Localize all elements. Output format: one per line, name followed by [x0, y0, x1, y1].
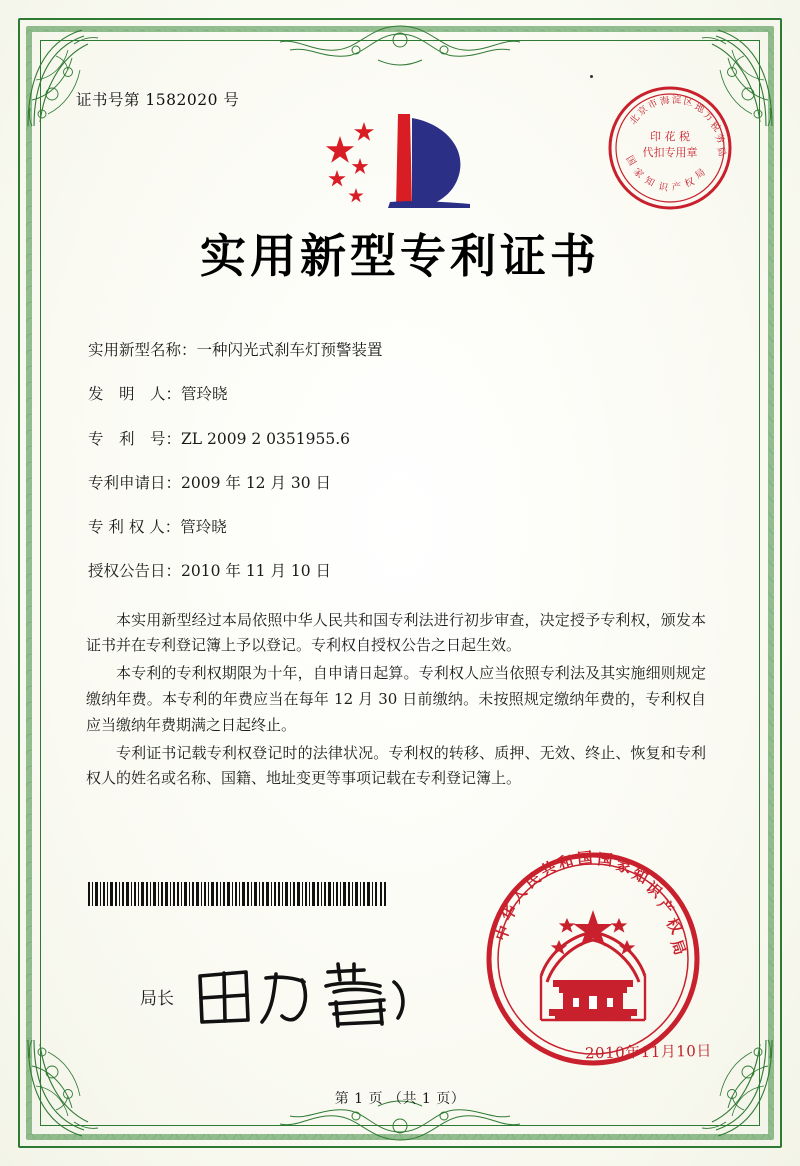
page-title: 实用新型专利证书: [200, 229, 600, 283]
body-paragraph: 本实用新型经过本局依照中华人民共和国专利法进行初步审查，决定授予专利权，颁发本证书并在专利登记簿上予以登记。专利权自授权公告之日起生效。: [86, 610, 706, 655]
field-value: 2010 年 11 月 10 日: [181, 562, 332, 581]
field-label: 专 利 号：: [88, 429, 182, 448]
svg-text:北: 北: [627, 112, 643, 127]
field-value: 一种闪光式刹车灯预警装置: [196, 341, 383, 359]
field-row: [88, 386, 730, 402]
sipo-logo-icon: [320, 108, 480, 218]
certificate-number: 证书号第 1582020 号: [76, 91, 240, 109]
svg-text:务: 务: [712, 132, 727, 146]
barcode: [88, 882, 388, 906]
svg-text:国: 国: [596, 850, 614, 870]
svg-text:家: 家: [630, 166, 646, 181]
svg-text:代扣专用章: 代扣专用章: [642, 146, 698, 159]
svg-text:地: 地: [692, 101, 706, 116]
field-label: 实用新型名称：: [88, 341, 197, 359]
field-row: [88, 475, 730, 491]
body-paragraph: 本专利的专利权期限为十年，自申请日起算。专利权人应当依照专利法及其实施细则规定缴纳年费。本专利的年费应当在每年 12 月 30 日前缴纳。未按照规定缴纳年费的，专利权自应当缴纳年费期满之日起终止。: [86, 664, 706, 734]
svg-text:海: 海: [658, 94, 671, 108]
svg-text:家: 家: [613, 855, 634, 878]
field-label: 授权公告日：: [88, 562, 182, 581]
seal-date: 2010年11月10日: [584, 1041, 713, 1063]
field-value: 2009 年 12 月 30 日: [181, 473, 332, 492]
field-value: 管玲晓: [181, 385, 228, 404]
body-paragraph: 专利证书记载专利权登记时的法律状况。专利权的转移、质押、无效、终止、恢复和专利权人的姓名或名称、国籍、地址变更等事项记载在专利登记簿上。: [86, 743, 706, 788]
page-footer: 第 1 页 （共 1 页）: [334, 1091, 466, 1107]
svg-text:民: 民: [521, 868, 545, 893]
svg-text:局: 局: [693, 166, 708, 182]
ink-speck: [590, 75, 593, 78]
body-text: [86, 608, 706, 793]
tax-stamp-seal: [600, 78, 740, 218]
svg-text:市: 市: [646, 97, 660, 112]
svg-text:局: 局: [714, 145, 728, 158]
field-row: [88, 563, 730, 579]
signature-row: [140, 960, 418, 1032]
fields-list: [88, 342, 730, 580]
svg-text:识: 识: [642, 878, 666, 902]
svg-text:知: 知: [629, 864, 651, 888]
svg-text:人: 人: [507, 883, 531, 907]
field-value: ZL 2009 2 0351955.6: [181, 429, 350, 448]
svg-text:印 花 税: 印 花 税: [650, 130, 690, 143]
svg-text:知: 知: [642, 174, 657, 190]
svg-text:产: 产: [671, 181, 682, 193]
svg-text:京: 京: [635, 103, 651, 119]
field-value: 管玲晓: [180, 518, 227, 537]
svg-text:共: 共: [537, 857, 560, 881]
field-label: 专 利 权 人：: [88, 518, 181, 537]
svg-text:权: 权: [662, 915, 686, 938]
svg-text:局: 局: [667, 937, 690, 958]
field-label: 专利申请日：: [88, 473, 182, 492]
svg-text:方: 方: [701, 109, 716, 125]
field-row: [88, 519, 730, 535]
svg-text:淀: 淀: [671, 94, 682, 106]
field-row: [88, 431, 730, 447]
svg-text:华: 华: [497, 901, 521, 924]
svg-text:和: 和: [555, 851, 576, 873]
svg-text:税: 税: [707, 119, 723, 135]
signature-label: 局长: [140, 988, 174, 1009]
field-label: 发 明 人：: [88, 385, 182, 404]
svg-text:国: 国: [576, 848, 594, 868]
svg-text:识: 识: [657, 181, 669, 194]
svg-text:区: 区: [682, 96, 694, 109]
field-row: [88, 342, 730, 358]
svg-text:权: 权: [683, 176, 696, 190]
svg-text:产: 产: [653, 895, 678, 919]
signature-icon: [188, 960, 418, 1032]
svg-text:国: 国: [623, 154, 638, 168]
svg-text:中: 中: [491, 923, 514, 944]
